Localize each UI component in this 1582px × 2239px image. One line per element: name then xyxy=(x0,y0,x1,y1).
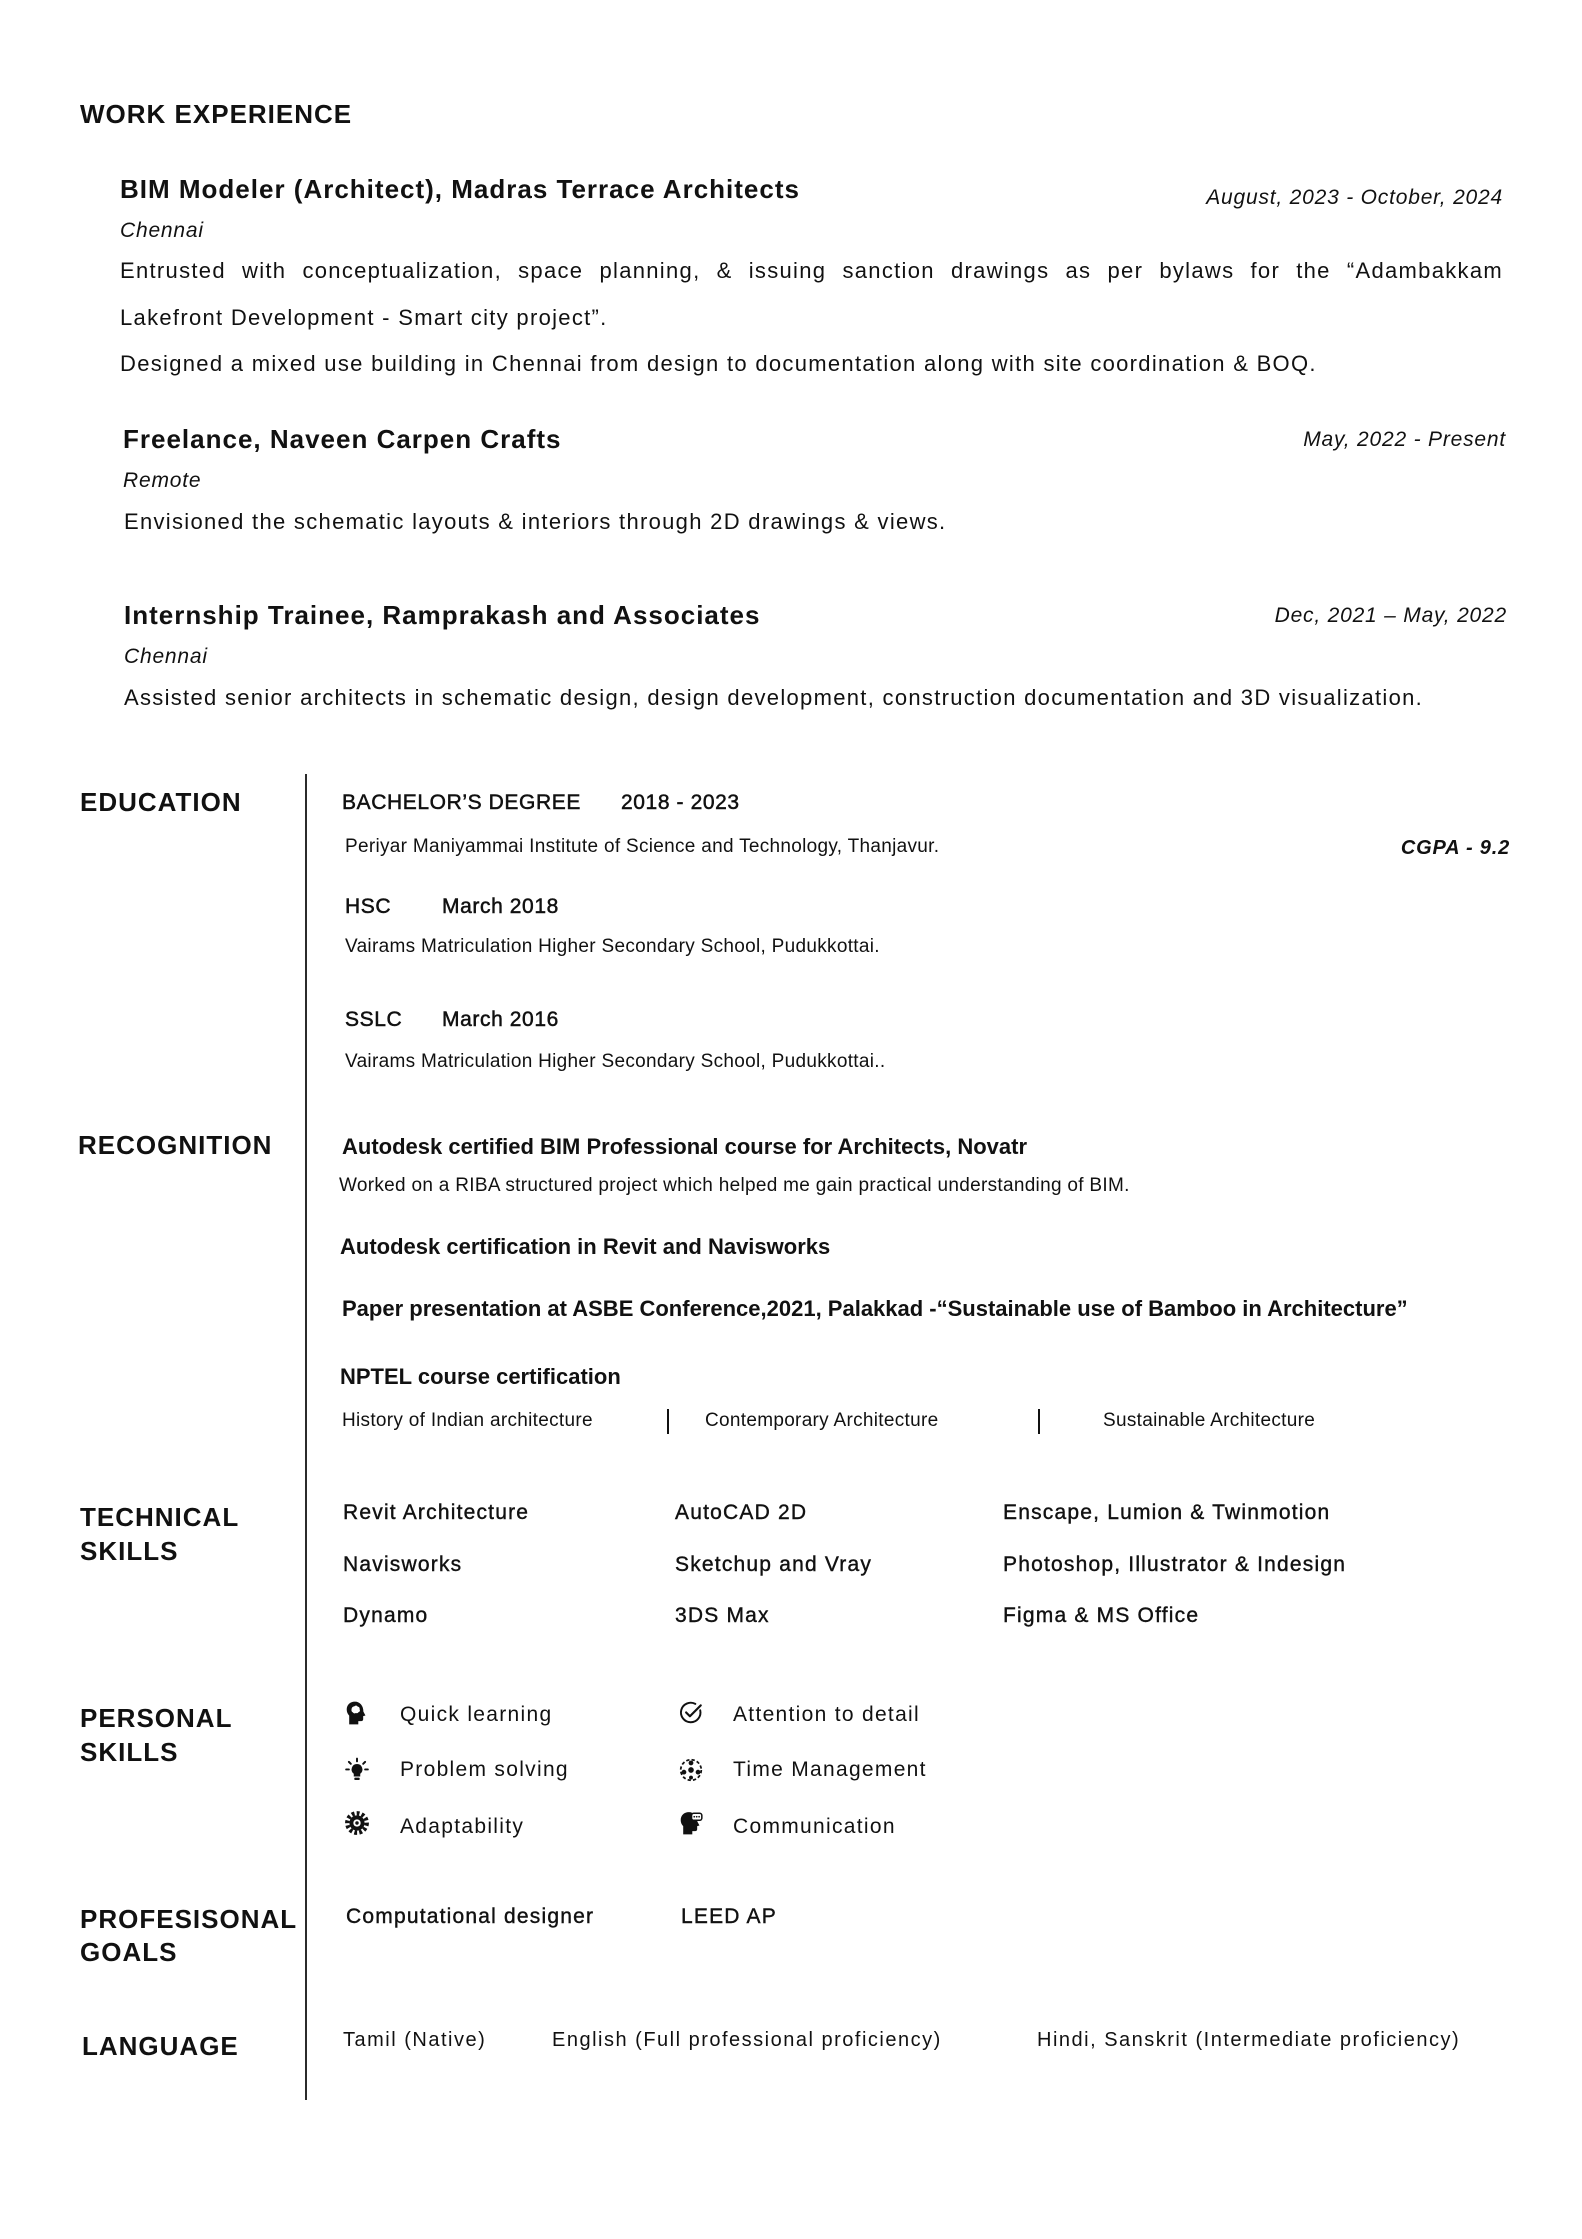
job-description-line: Envisioned the schematic layouts & interiors through 2D drawings & views. xyxy=(124,509,947,534)
job-location: Remote xyxy=(123,469,202,492)
recognition-detail: Worked on a RIBA structured project which helped me gain practical understanding of BIM. xyxy=(339,1175,1130,1196)
check-circle-icon xyxy=(678,1700,704,1726)
technical-skill: Revit Architecture xyxy=(343,1501,530,1524)
personal-skill: Adaptability xyxy=(400,1815,525,1838)
course-separator xyxy=(667,1409,669,1434)
job-description-line: Assisted senior architects in schematic design, design development, construction documentation and 3D visualization. xyxy=(124,685,1424,710)
course-item: History of Indian architecture xyxy=(342,1410,593,1431)
section-heading-line: SKILLS xyxy=(80,1536,179,1566)
section-heading-line: PROFESISONAL xyxy=(80,1904,298,1934)
course-item: Sustainable Architecture xyxy=(1103,1410,1316,1431)
job-description-line: Lakefront Development - Smart city project”. xyxy=(120,305,608,330)
personal-skill: Attention to detail xyxy=(733,1703,920,1726)
section-heading-line: GOALS xyxy=(80,1937,178,1967)
brain-head-icon xyxy=(344,1700,370,1726)
education-years: March 2018 xyxy=(442,895,559,918)
section-heading-recognition: RECOGNITION xyxy=(78,1130,273,1160)
education-years: March 2016 xyxy=(442,1008,559,1031)
team-icon xyxy=(678,1757,704,1783)
section-heading-technical-skills xyxy=(80,1500,239,1568)
education-degree: SSLC xyxy=(345,1008,403,1031)
technical-skill: Sketchup and Vray xyxy=(675,1553,873,1576)
education-score: CGPA - 9.2 xyxy=(1400,837,1510,859)
lightbulb-icon xyxy=(344,1757,370,1783)
technical-skill: 3DS Max xyxy=(675,1604,770,1627)
section-heading-line: PERSONAL xyxy=(80,1703,233,1733)
section-heading-line: SKILLS xyxy=(80,1737,179,1767)
job-title: Internship Trainee, Ramprakash and Associates xyxy=(124,600,761,630)
job-title: BIM Modeler (Architect), Madras Terrace Architects xyxy=(120,174,800,204)
technical-skill: Dynamo xyxy=(343,1604,429,1627)
section-heading-education: EDUCATION xyxy=(80,787,242,817)
technical-skill: Figma & MS Office xyxy=(1003,1604,1200,1627)
education-degree: BACHELOR’S DEGREE xyxy=(342,791,581,814)
language-item: Hindi, Sanskrit (Intermediate proficiency) xyxy=(1037,2029,1461,2051)
professional-goal: Computational designer xyxy=(346,1905,595,1928)
section-heading-language: LANGUAGE xyxy=(82,2031,239,2061)
section-divider-rule xyxy=(305,774,307,2100)
recognition-title: Autodesk certification in Revit and Navisworks xyxy=(340,1234,831,1259)
section-heading-personal-skills xyxy=(80,1701,232,1769)
recognition-title: Paper presentation at ASBE Conference,2021, Palakkad -“Sustainable use of Bamboo in Architecture” xyxy=(342,1296,1408,1321)
job-location: Chennai xyxy=(124,645,208,668)
job-description-line: Entrusted with conceptualization, space planning, & issuing sanction drawings as per bylaws for the “Adambakkam xyxy=(120,258,1503,283)
gear-icon xyxy=(344,1810,370,1836)
education-institution: Periyar Maniyammai Institute of Science and Technology, Thanjavur. xyxy=(345,836,940,857)
job-dates: Dec, 2021 – May, 2022 xyxy=(1274,604,1507,627)
job-dates: May, 2022 - Present xyxy=(1303,428,1506,451)
language-item: English (Full professional proficiency) xyxy=(552,2029,942,2051)
job-dates: August, 2023 - October, 2024 xyxy=(1206,186,1503,209)
technical-skill: Navisworks xyxy=(343,1553,463,1576)
education-years: 2018 - 2023 xyxy=(621,791,740,814)
recognition-title: Autodesk certified BIM Professional course for Architects, Novatr xyxy=(342,1134,1028,1159)
technical-skill: Enscape, Lumion & Twinmotion xyxy=(1003,1501,1331,1524)
recognition-title: NPTEL course certification xyxy=(340,1364,621,1389)
technical-skill: AutoCAD 2D xyxy=(675,1501,808,1524)
section-heading-professional-goals xyxy=(80,1903,297,1969)
personal-skill: Quick learning xyxy=(400,1703,553,1726)
language-item: Tamil (Native) xyxy=(343,2029,487,2051)
education-institution: Vairams Matriculation Higher Secondary School, Pudukkottai. xyxy=(345,936,880,957)
section-heading-line: TECHNICAL xyxy=(80,1502,240,1532)
speech-head-icon xyxy=(678,1810,704,1836)
personal-skill: Problem solving xyxy=(400,1758,569,1781)
job-title: Freelance, Naveen Carpen Crafts xyxy=(123,424,562,454)
personal-skill: Time Management xyxy=(733,1758,927,1781)
technical-skill: Photoshop, Illustrator & Indesign xyxy=(1003,1553,1347,1576)
job-location: Chennai xyxy=(120,219,204,242)
job-description-line: Designed a mixed use building in Chennai from design to documentation along with site coordination & BOQ. xyxy=(120,351,1317,376)
course-item: Contemporary Architecture xyxy=(705,1410,939,1431)
education-degree: HSC xyxy=(345,895,392,918)
section-heading-work-experience: WORK EXPERIENCE xyxy=(80,99,353,129)
course-separator xyxy=(1038,1409,1040,1434)
professional-goal: LEED AP xyxy=(681,1905,777,1928)
education-institution: Vairams Matriculation Higher Secondary School, Pudukkottai.. xyxy=(345,1051,886,1072)
personal-skill: Communication xyxy=(733,1815,896,1838)
